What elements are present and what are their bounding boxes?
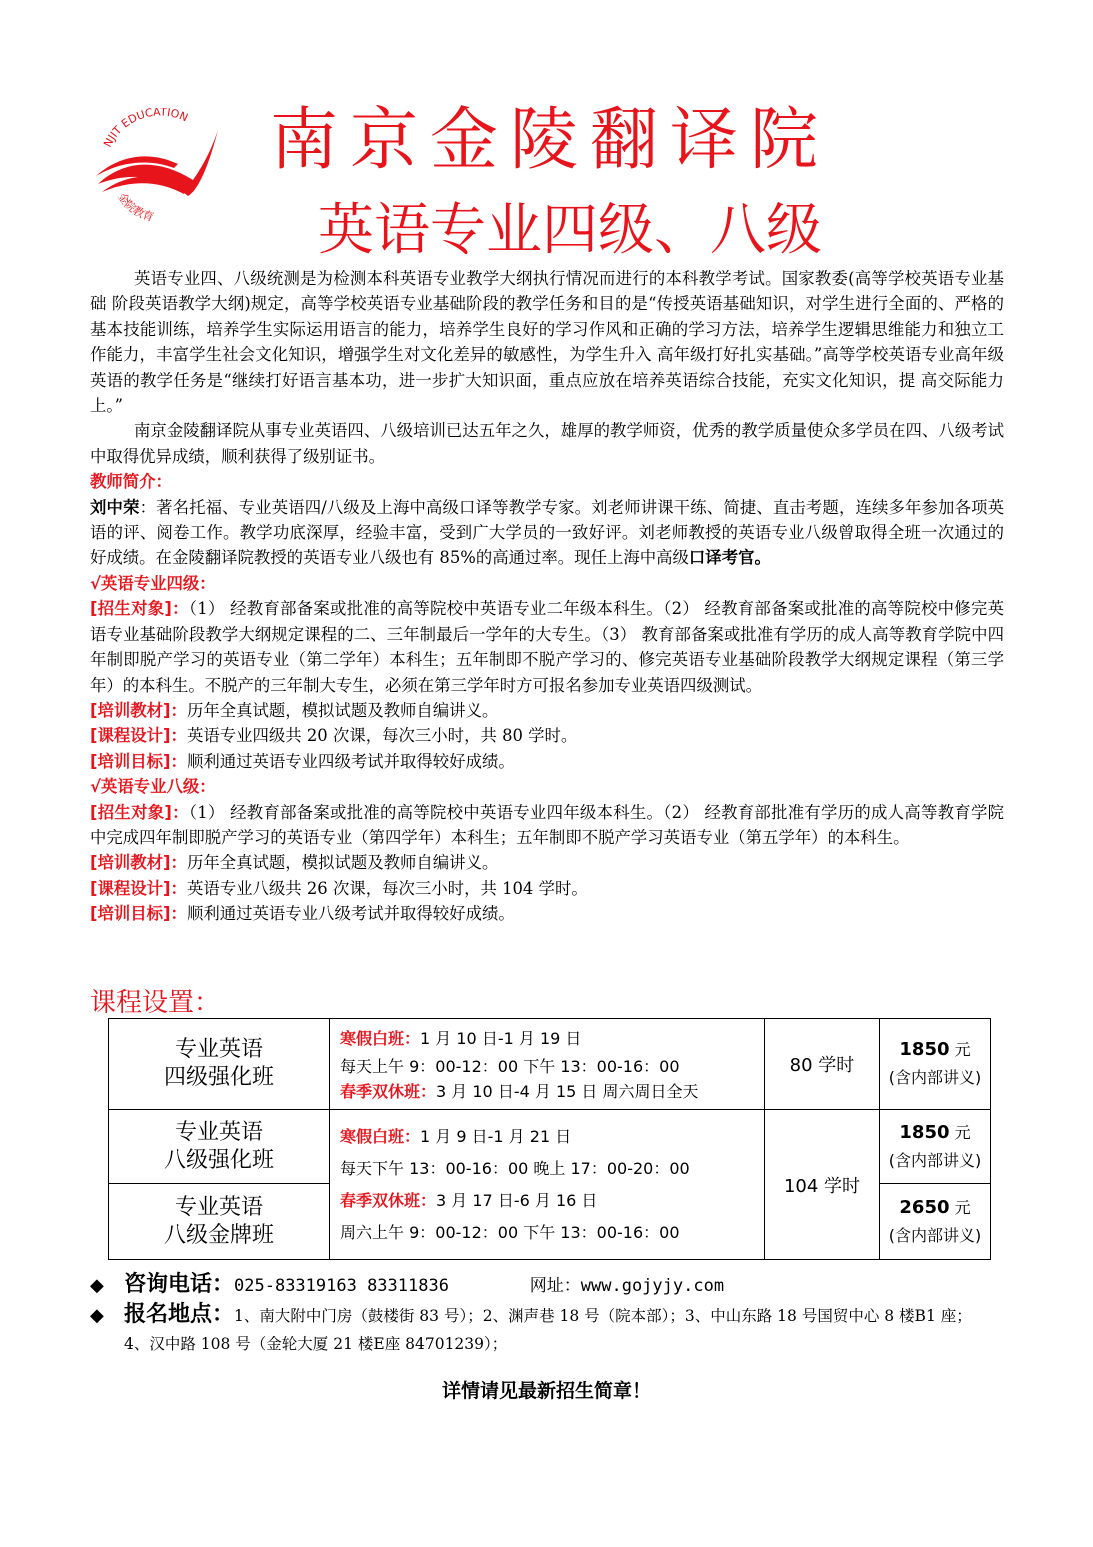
- svg-text:金院教育: [115, 190, 156, 224]
- course-name-line2: 八级金牌班: [163, 1222, 274, 1248]
- winter-dates: 1 月 10 日-1 月 19 日: [420, 1029, 582, 1048]
- tem4-material: [90, 698, 1004, 723]
- tem8-design-text: 英语专业八级共 26 次课，每次三小时，共 104 学时。: [186, 878, 588, 898]
- tem4-target-label: [招生对象]：: [90, 599, 189, 619]
- teacher-name: 刘中荣: [90, 497, 140, 517]
- contact-section: [90, 1270, 1010, 1358]
- winter-dates: 1 月 9 日-1 月 21 日: [420, 1126, 572, 1146]
- course-price: 2650: [899, 1196, 950, 1218]
- course-name-cell: [109, 1110, 330, 1184]
- diamond-bullet-icon: ◆: [90, 1275, 104, 1296]
- tem4-target: [90, 596, 1004, 698]
- tem4-design: [90, 723, 1004, 748]
- spring-dates: 3 月 10 日-4 月 15 日 周六周日全天: [436, 1082, 699, 1101]
- course-name-line2: 四级强化班: [163, 1065, 274, 1090]
- course-heading: 课程设置：: [90, 988, 221, 1018]
- footer-note: 详情请见最新招生简章！: [441, 1380, 651, 1402]
- tem8-target: [90, 800, 1004, 851]
- course-price: 1850: [899, 1039, 950, 1060]
- diamond-bullet-icon: ◆: [90, 1305, 104, 1326]
- course-hours: 80 学时: [765, 1019, 880, 1110]
- main-content: [90, 266, 1004, 927]
- tem8-material-text: 历年全真试题，模拟试题及教师自编讲义。: [186, 853, 499, 873]
- course-price: 1850: [899, 1121, 950, 1143]
- teacher-heading: 教师简介：: [90, 472, 172, 492]
- course-times-cell: [330, 1110, 765, 1260]
- course-name-cell: [109, 1019, 330, 1110]
- course-times-cell: [330, 1019, 765, 1110]
- course-schedule-table: [108, 1018, 991, 1260]
- table-row: [109, 1110, 991, 1184]
- contact-address-line: [90, 1300, 1010, 1330]
- intro-paragraph-2: 南京金陵翻译院从事专业英语四、八级培训已达五年之久，雄厚的教学师资，优秀的教学质量使众多学员在四、八级考试中取得优异成绩，顺利获得了级别证书。: [90, 421, 1004, 466]
- svg-text:NJIT EDUCATION: [101, 108, 190, 149]
- tem4-material-text: 历年全真试题，模拟试题及教师自编讲义。: [186, 700, 499, 720]
- price-unit: 元: [954, 1040, 971, 1059]
- logo-text-top: NJIT EDUCATION: [101, 108, 190, 150]
- winter-time: 每天下午 13：00-16：00 晚上 17：00-20：00: [340, 1158, 690, 1178]
- price-note: (含内部讲义): [888, 1150, 982, 1170]
- course-name-line1: 专业英语: [174, 1119, 263, 1145]
- course-name-line1: 专业英语: [174, 1037, 263, 1062]
- price-note: (含内部讲义): [888, 1225, 982, 1245]
- tem8-material: [90, 850, 1004, 875]
- njit-education-logo: [88, 108, 228, 228]
- spring-time: 周六上午 9：00-12：00 下午 13：00-16：00: [340, 1222, 680, 1242]
- teacher-bio: [90, 495, 1004, 571]
- course-name-cell: [109, 1184, 330, 1260]
- tem4-target-text: （1） 经教育部备案或批准的高等院校中英语专业二年级本科生。（2） 经教育部备案或批准的高等院校中修完英语专业基础阶段教学大纲规定课程的二、三年制最后一学年的大专生。（3） 教育部备案或批准有学历的成人高等教育学院中四年制即脱产学习的英语专业（第二学年）本科生；五年制即不脱产学习的、修完英语专业基础阶段教学大纲规定课程（第三学年）的本科生。不脱产的三年制大专生，必须在第三学年时方可报名参加专业英语四级测试。: [90, 599, 1005, 695]
- tem8-goal-label: [培训目标]：: [90, 904, 187, 924]
- website-link[interactable]: www.gojyjy.com: [580, 1276, 725, 1296]
- tem4-goal-text: 顺利通过英语专业四级考试并取得较好成绩。: [186, 751, 515, 771]
- course-price-cell: [880, 1019, 991, 1110]
- tem8-material-label: [培训教材]：: [90, 853, 187, 873]
- teacher-bio-text: ：著名托福、专业英语四/八级及上海中高级口译等教学专家。刘老师讲课干练、简捷、直击考题，连续多年参加各项英语的评、阅卷工作。教学功底深厚，经验丰富，受到广大学员的一致好评。刘老师教授的英语专业八级曾取得全班一次通过的好成绩。在金陵翻译院教授的英语专业八级也有 85%的高通过率。现任上海中高级: [90, 497, 1004, 568]
- tem8-target-text: （1） 经教育部备案或批准的高等院校中英语专业四年级本科生。（2） 经教育部批准有学历的成人高等教育学院中完成四年制即脱产学习的英语专业（第四学年）本科生；五年制即不脱产学习英语专业（第五学年）的本科生。: [90, 802, 1005, 847]
- tem4-design-label: [课程设计]：: [90, 726, 187, 746]
- spring-dates: 3 月 17 日-6 月 16 日: [436, 1190, 598, 1210]
- course-name-line1: 专业英语: [174, 1194, 263, 1220]
- table-row: [109, 1019, 991, 1110]
- tem8-design: [90, 876, 1004, 901]
- tem4-heading: √英语专业四级：: [90, 573, 216, 593]
- phone-number: 025-83319163 83311836: [234, 1276, 449, 1296]
- org-title: 南京金陵翻译院: [270, 101, 831, 180]
- price-unit: 元: [954, 1197, 971, 1217]
- spring-label: 春季双休班：: [340, 1190, 437, 1210]
- tem4-material-label: [培训教材]：: [90, 700, 187, 720]
- course-name-line2: 八级强化班: [163, 1147, 274, 1173]
- tem4-goal-label: [培训目标]：: [90, 751, 187, 771]
- price-note: (含内部讲义): [888, 1068, 982, 1087]
- tem8-goal: [90, 901, 1004, 926]
- tem4-goal: [90, 749, 1004, 774]
- contact-phone-line: [90, 1270, 1010, 1300]
- page-subtitle: 英语专业四级、八级: [318, 198, 822, 263]
- tem8-goal-text: 顺利通过英语专业八级考试并取得较好成绩。: [186, 904, 515, 924]
- winter-time: 每天上午 9：00-12：00 下午 13：00-16：00: [340, 1057, 680, 1076]
- tem8-target-label: [招生对象]：: [90, 802, 189, 822]
- course-price-cell: [880, 1184, 991, 1260]
- tem8-heading: √英语专业八级：: [90, 777, 216, 797]
- price-unit: 元: [954, 1122, 971, 1142]
- website-label: 网址：: [529, 1276, 581, 1296]
- address-label: 报名地点：: [124, 1301, 235, 1327]
- logo-text-bottom: 金院教育: [115, 190, 156, 224]
- winter-label: 寒假白班：: [340, 1126, 421, 1146]
- teacher-bio-end: 口译考官。: [688, 548, 771, 568]
- tem8-design-label: [课程设计]：: [90, 878, 187, 898]
- winter-label: 寒假白班：: [340, 1029, 421, 1048]
- intro-paragraph-1: 英语专业四、八级统测是为检测本科英语专业教学大纲执行情况而进行的本科教学考试。国家教委(高等学校英语专业基础 阶段英语教学大纲)规定，高等学校英语专业基础阶段的教学任务和目的是“传授英语基础知识，对学生进行全面的、严格的基本技能训练，培养学生实际运用语言的能力，培养学生良好的学习作风和正确的学习方法，培养学生逻辑思维能力和独立工作能力，丰富学生社会文化知识，增强学生对文化差异的敏感性，为学生升入 高年级打好扎实基础。”高等学校英语专业高年级英语的教学任务是“继续打好语言基本功，进一步扩大知识面，重点应放在培养英语综合技能，充实文化知识，提 高交际能力上。”: [90, 269, 1004, 416]
- tem4-design-text: 英语专业四级共 20 次课，每次三小时，共 80 学时。: [186, 726, 578, 746]
- address-text-2: 4、汉中路 108 号（金轮大厦 21 楼E座 84701239）；: [124, 1335, 508, 1353]
- course-price-cell: [880, 1110, 991, 1184]
- address-text: 1、南大附中门房（鼓楼街 83 号）；2、渊声巷 18 号（院本部）；3、中山东路 18 号国贸中心 8 楼B1 座；: [234, 1307, 972, 1325]
- course-hours: 104 学时: [765, 1110, 880, 1260]
- phone-label: 咨询电话：: [124, 1271, 235, 1297]
- spring-label: 春季双休班：: [340, 1082, 437, 1101]
